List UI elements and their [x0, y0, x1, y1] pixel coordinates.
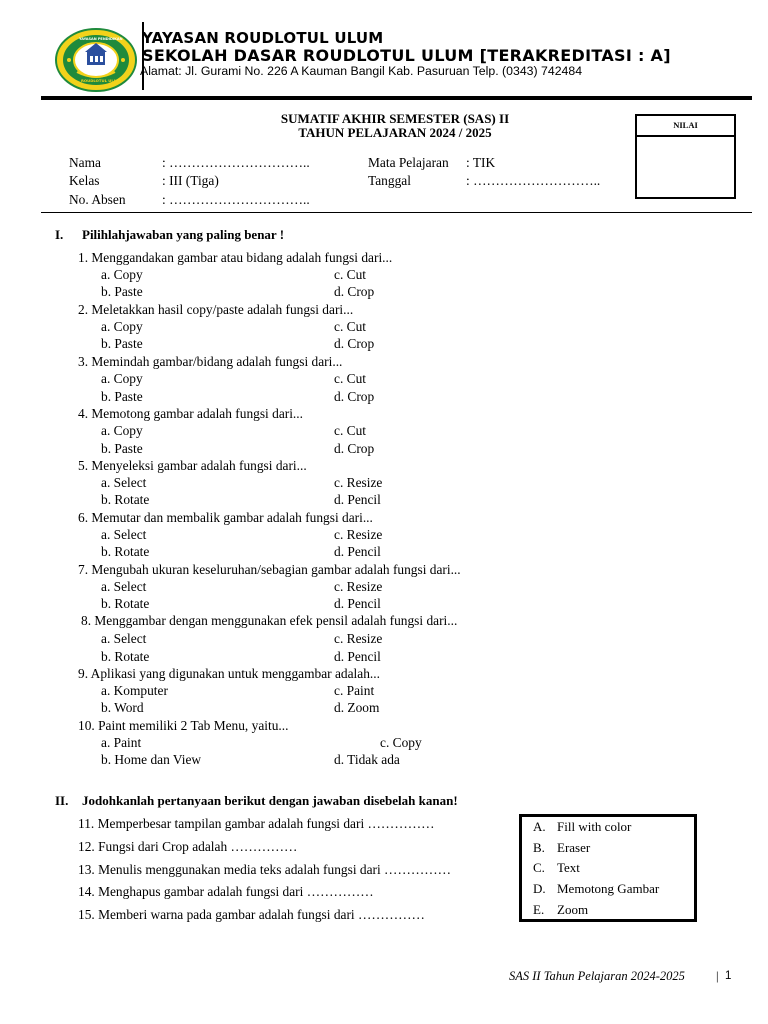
footer-separator: | [716, 969, 719, 983]
option-6d: d. Pencil [334, 544, 381, 559]
question-2: 2. Meletakkan hasil copy/paste adalah fungsi dari... [78, 302, 354, 317]
option-2c: c. Cut [334, 319, 366, 334]
option-5b: b. Rotate [101, 492, 150, 507]
answer-letter-e: E. [533, 902, 545, 917]
option-10a: a. Paint [101, 735, 142, 750]
question-4: 4. Memotong gambar adalah fungsi dari... [78, 406, 303, 421]
option-5c: c. Resize [334, 475, 383, 490]
option-3b: b. Paste [101, 389, 143, 404]
name-label: Nama [69, 155, 101, 170]
option-2d: d. Crop [334, 336, 375, 351]
school-address: Alamat: Jl. Gurami No. 226 A Kauman Bangil Kab. Pasuruan Telp. (0343) 742484 [140, 64, 583, 78]
option-9b: b. Word [101, 700, 144, 715]
matching-question-13: 13. Menulis menggunakan media teks adalah fungsi dari …………… [78, 862, 452, 877]
absen-field[interactable]: : ………………………….. [162, 192, 310, 207]
option-4a: a. Copy [101, 423, 143, 438]
section1-number: I. [55, 227, 64, 242]
option-9c: c. Paint [334, 683, 375, 698]
name-field[interactable]: : ………………………….. [162, 155, 310, 170]
school-logo [55, 28, 137, 92]
option-7c: c. Resize [334, 579, 383, 594]
option-4b: b. Paste [101, 441, 143, 456]
option-6a: a. Select [101, 527, 147, 542]
option-1a: a. Copy [101, 267, 143, 282]
option-8b: b. Rotate [101, 649, 150, 664]
logo-top-text: YAYASAN PENDIDIKAN [79, 37, 123, 41]
option-9d: d. Zoom [334, 700, 380, 715]
question-6: 6. Memutar dan membalik gambar adalah fungsi dari... [78, 510, 373, 525]
option-1d: d. Crop [334, 284, 375, 299]
answer-text-c: Text [557, 860, 580, 875]
exam-title: SUMATIF AKHIR SEMESTER (SAS) II [280, 111, 510, 126]
score-box [635, 114, 736, 199]
option-4c: c. Cut [334, 423, 366, 438]
question-3: 3. Memindah gambar/bidang adalah fungsi dari... [78, 354, 343, 369]
identity-rule [41, 212, 752, 213]
option-3a: a. Copy [101, 371, 143, 386]
option-4d: d. Crop [334, 441, 375, 456]
logo-bottom-text: ROUDLOTUL ULUM [81, 78, 121, 83]
option-1b: b. Paste [101, 284, 143, 299]
option-2b: b. Paste [101, 336, 143, 351]
absen-label: No. Absen [69, 192, 126, 207]
question-1: 1. Menggandakan gambar atau bidang adalah fungsi dari... [78, 250, 393, 265]
option-8d: d. Pencil [334, 649, 381, 664]
option-5d: d. Pencil [334, 492, 381, 507]
section1-instruction: Pilihlahjawaban yang paling benar ! [82, 227, 285, 242]
option-7b: b. Rotate [101, 596, 150, 611]
question-7: 7. Mengubah ukuran keseluruhan/sebagian gambar adalah fungsi dari... [78, 562, 461, 577]
answer-letter-a: A. [533, 819, 546, 834]
question-10: 10. Paint memiliki 2 Tab Menu, yaitu... [78, 718, 289, 733]
option-8a: a. Select [101, 631, 147, 646]
score-label: NILAI [637, 116, 734, 137]
answer-letter-c: C. [533, 860, 545, 875]
subject-label: Mata Pelajaran [368, 155, 449, 170]
class-value: : III (Tiga) [162, 173, 219, 188]
answer-letter-d: D. [533, 881, 546, 896]
option-10b: b. Home dan View [101, 752, 202, 767]
date-label: Tanggal [368, 173, 411, 188]
question-8: 8. Menggambar dengan menggunakan efek pensil adalah fungsi dari... [81, 613, 458, 628]
matching-question-11: 11. Memperbesar tampilan gambar adalah fungsi dari …………… [78, 816, 435, 831]
date-field[interactable]: : ……………………….. [466, 173, 601, 188]
subject-value: : TIK [466, 155, 496, 170]
option-8c: c. Resize [334, 631, 383, 646]
option-10d: d. Tidak ada [334, 752, 400, 767]
answer-text-a: Fill with color [557, 819, 632, 834]
footer-text: SAS II Tahun Pelajaran 2024-2025 [509, 969, 685, 983]
matching-question-12: 12. Fungsi dari Crop adalah …………… [78, 839, 298, 854]
question-5: 5. Menyeleksi gambar adalah fungsi dari... [78, 458, 307, 473]
option-6b: b. Rotate [101, 544, 150, 559]
option-7d: d. Pencil [334, 596, 381, 611]
option-3c: c. Cut [334, 371, 366, 386]
answer-text-e: Zoom [557, 902, 589, 917]
answer-box [519, 814, 697, 922]
matching-question-14: 14. Menghapus gambar adalah fungsi dari …………… [78, 884, 374, 899]
option-2a: a. Copy [101, 319, 143, 334]
question-9: 9. Aplikasi yang digunakan untuk menggambar adalah... [78, 666, 380, 681]
option-7a: a. Select [101, 579, 147, 594]
option-3d: d. Crop [334, 389, 375, 404]
option-9a: a. Komputer [101, 683, 168, 698]
section2-instruction: Jodohkanlah pertanyaan berikut dengan jawaban disebelah kanan! [82, 793, 458, 808]
answer-letter-b: B. [533, 840, 545, 855]
school-name: SEKOLAH DASAR ROUDLOTUL ULUM [TERAKREDITASI : A] [142, 46, 671, 65]
page-number: 1 [725, 970, 732, 982]
option-5a: a. Select [101, 475, 147, 490]
option-1c: c. Cut [334, 267, 366, 282]
answer-text-b: Eraser [557, 840, 591, 855]
answer-text-d: Memotong Gambar [557, 881, 660, 896]
foundation-name: YAYASAN ROUDLOTUL ULUM [142, 29, 384, 47]
section2-number: II. [55, 793, 69, 808]
class-label: Kelas [69, 173, 100, 188]
option-6c: c. Resize [334, 527, 383, 542]
exam-year: TAHUN PELAJARAN 2024 / 2025 [298, 125, 492, 140]
option-10c: c. Copy [380, 735, 422, 750]
header-rule [41, 96, 752, 100]
matching-question-15: 15. Memberi warna pada gambar adalah fungsi dari …………… [78, 907, 425, 922]
